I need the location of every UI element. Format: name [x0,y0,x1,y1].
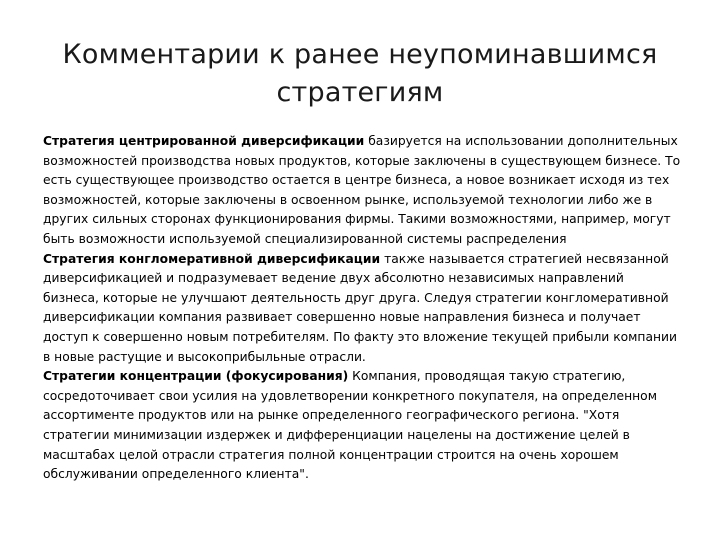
text-centered-diversification: базируется на использовании дополнительных возможностей производства новых продуктов, которые заключены в существующем бизнесе. То есть существующее производство остается в центре бизнеса, а новое возникает исходя из тех возможностей, которые заключены в освоенном рынке, используемой технологии либо же в других сильных сторонах функционирования фирмы. Такими возможностями, например, могут быть возможности используемой специализированной системы распределения [43,134,681,246]
slide-title-line-1: Комментарии к ранее неупоминавшимся [62,39,658,70]
text-concentration-strategy: Компания, проводящая такую стратегию, сосредоточивает свои усилия на удовлетворении конкретного покупателя, на определенном ассортименте продуктов или на рынке определенного географического региона. "Хотя стратегии минимизации издержек и дифференциации нацелены на достижение целей в масштабах целой отрасли стратегия полной концентрации строится на очень хорошем обслуживании определенного клиента". [43,369,657,482]
term-centered-diversification: Стратегия центрированной диверсификации [43,134,365,148]
text-conglomerate-diversification: также называется стратегией несвязанной диверсификацией и подразумевает ведение двух абсолютно независимых направлений бизнеса, которые не улучшают деятельность друг друга. Следуя стратегии конгломеративной диверсификации компания развивает совершенно новые направления бизнеса и получает доступ к совершенно новым потребителям. По факту это вложение текущей прибыли компании в новые растущие и высокоприбыльные отрасли. [43,251,678,364]
slide-title [40,36,680,112]
term-conglomerate-diversification: Стратегия конгломеративной диверсификации [43,251,381,266]
slide-title-line-2: стратегиям [276,77,444,108]
term-concentration-strategy: Стратегии концентрации (фокусирования) [43,369,349,384]
paragraph-conglomerate-diversification [43,250,683,368]
paragraph-concentration-strategy [43,367,683,485]
paragraph-centered-diversification [43,132,683,250]
slide-body [43,132,683,485]
